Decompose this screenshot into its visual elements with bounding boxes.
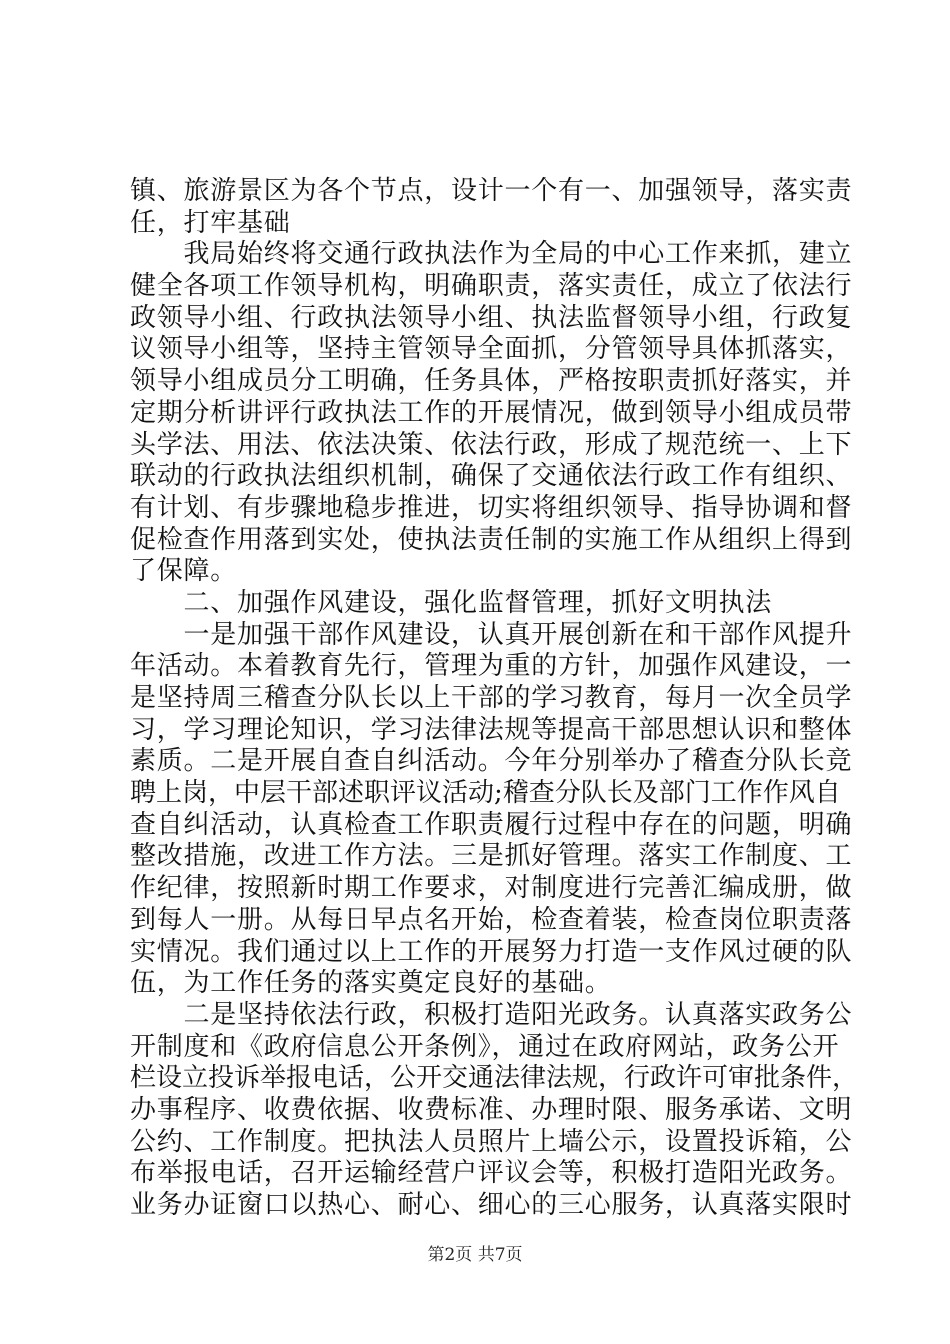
text-line: 办事程序、收费依据、收费标准、办理时限、服务承诺、文明	[130, 1094, 853, 1125]
text-line: 议领导小组等，坚持主管领导全面抓，分管领导具体抓落实，	[130, 334, 853, 365]
text-line: 镇、旅游景区为各个节点，设计一个有一、加强领导，落实责	[130, 176, 853, 206]
text-line: 了保障。	[130, 556, 238, 587]
document-body	[130, 176, 859, 1222]
page-number-footer: 第2页 共7页	[427, 1245, 523, 1265]
text-line: 开制度和《政府信息公开条例》，通过在政府网站，政务公开	[130, 1031, 840, 1062]
text-line: 伍，为工作任务的落实奠定良好的基础。	[130, 968, 612, 999]
text-line: 业务办证窗口以热心、耐心、细心的三心服务，认真落实限时	[130, 1190, 853, 1220]
text-line: 健全各项工作领导机构，明确职责，落实责任，成立了依法行	[130, 271, 853, 302]
text-line: 实情况。我们通过以上工作的开展努力打造一支作风过硬的队	[130, 936, 853, 967]
text-line: 我局始终将交通行政执法作为全局的中心工作来抓，建立	[130, 239, 853, 270]
text-line: 到每人一册。从每日早点名开始，检查着装，检查岗位职责落	[130, 904, 853, 935]
text-line: 公约、工作制度。把执法人员照片上墙公示，设置投诉箱，公	[130, 1126, 853, 1157]
text-line: 习，学习理论知识，学习法律法规等提高干部思想认识和整体	[130, 714, 853, 745]
text-line: 定期分析讲评行政执法工作的开展情况，做到领导小组成员带	[130, 397, 853, 428]
text-line: 聘上岗，中层干部述职评议活动;稽查分队长及部门工作作风自	[130, 778, 841, 809]
text-line: 领导小组成员分工明确，任务具体，严格按职责抓好落实，并	[130, 366, 853, 397]
text-line: 是坚持周三稽查分队长以上干部的学习教育，每月一次全员学	[130, 683, 853, 713]
text-line: 布举报电话，召开运输经营户评议会等，积极打造阳光政务。	[130, 1158, 853, 1189]
text-line: 头学法、用法、依法决策、依法行政，形成了规范统一、上下	[130, 429, 853, 460]
text-line: 作纪律，按照新时期工作要求，对制度进行完善汇编成册，做	[130, 873, 853, 904]
section-heading: 二、加强作风建设，强化监督管理，抓好文明执法	[130, 587, 773, 618]
text-line: 有计划、有步骤地稳步推进，切实将组织领导、指导协调和督	[130, 492, 853, 523]
text-line: 一是加强干部作风建设，认真开展创新在和干部作风提升	[130, 619, 853, 650]
text-line: 任，打牢基础	[130, 207, 291, 238]
text-line: 联动的行政执法组织机制，确保了交通依法行政工作有组织、	[130, 461, 853, 492]
text-line: 整改措施，改进工作方法。三是抓好管理。落实工作制度、工	[130, 841, 853, 872]
text-line: 二是坚持依法行政，积极打造阳光政务。认真落实政务公	[130, 999, 853, 1030]
text-line: 栏设立投诉举报电话，公开交通法律法规，行政许可审批条件，	[130, 1063, 859, 1094]
text-line: 促检查作用落到实处，使执法责任制的实施工作从组织上得到	[130, 524, 853, 555]
text-line: 年活动。本着教育先行，管理为重的方针，加强作风建设，一	[130, 651, 853, 682]
text-line: 政领导小组、行政执法领导小组、执法监督领导小组，行政复	[130, 302, 853, 333]
text-line: 素质。二是开展自查自纠活动。今年分别举办了稽查分队长竞	[130, 746, 853, 777]
text-line: 查自纠活动，认真检查工作职责履行过程中存在的问题，明确	[130, 809, 853, 840]
